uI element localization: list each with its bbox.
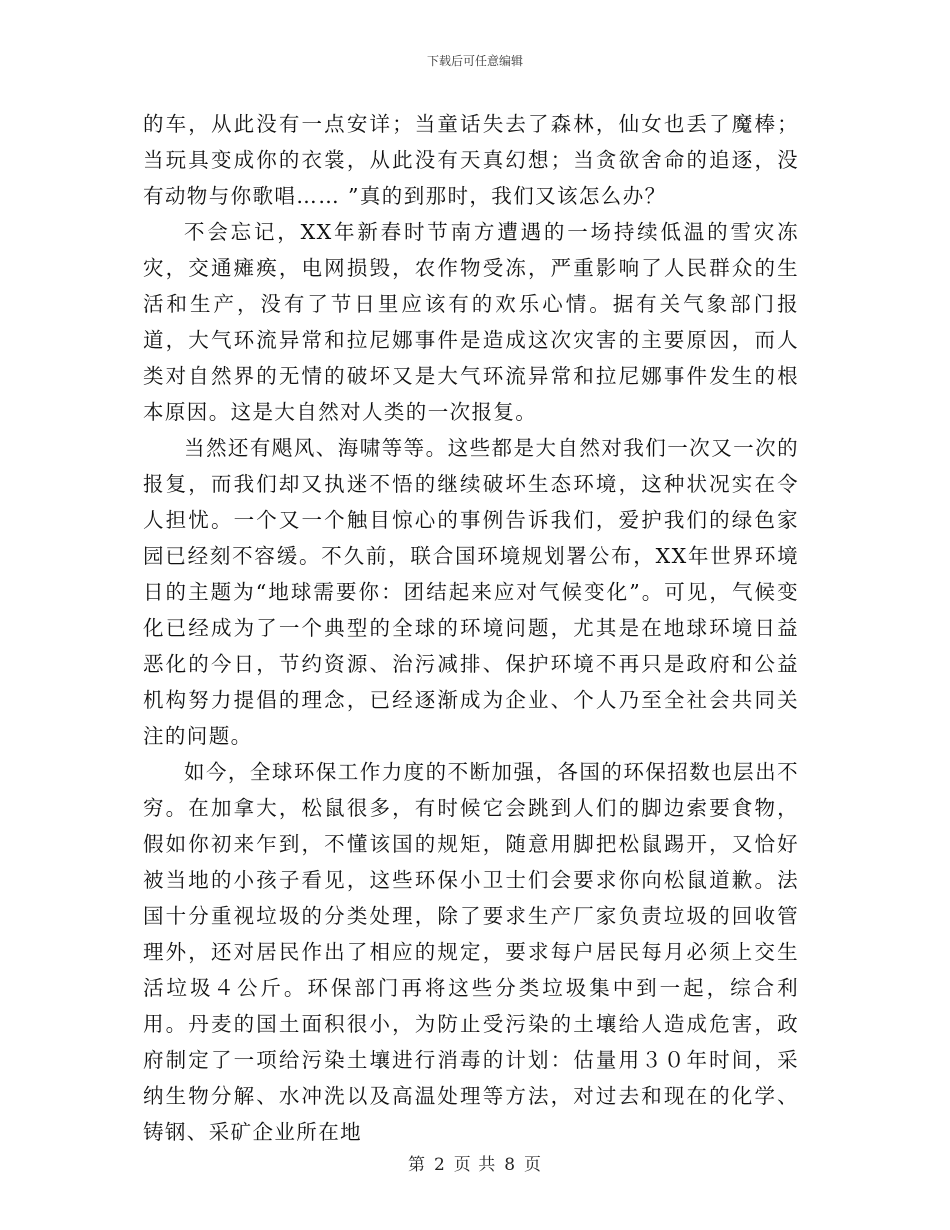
paragraph-2: 不会忘记，XX年新春时节南方遭遇的一场持续低温的雪灾冻灾，交通瘫痪，电网损毁，农作物受冻，严重影响了人民群众的生活和生产，没有了节日里应该有的欢乐心情。据有关气象部门报道，大气环流异常和拉尼娜事件是造成这次灾害的主要原因，而人类对自然界的无情的破坏又是大气环流异常和拉尼娜事件发生的根本原因。这是大自然对人类的一次报复。 [143,220,799,424]
paragraph-3: 当然还有飓风、海啸等等。这些都是大自然对我们一次又一次的报复，而我们却又执迷不悟的继续破坏生态环境，这种状况实在令人担忧。一个又一个触目惊心的事例告诉我们，爱护我们的绿色家园已经刻不容缓。不久前，联合国环境规划署公布，XX年世界环境日的主题为“地球需要你：团结起来应对气候变化”。可见，气候变化已经成为了一个典型的全球的环境问题，尤其是在地球环境日益恶化的今日，节约资源、治污减排、保护环境不再只是政府和公益机构努力提倡的理念，已经逐渐成为企业、个人乃至全社会共同关注的问题。 [143,436,799,748]
page-footer [0,1150,950,1175]
footer-suffix: 页 [524,1155,543,1175]
paragraph-1: 的车，从此没有一点安详；当童话失去了森林，仙女也丢了魔棒；当玩具变成你的衣裳，从此没有天真幻想；当贪欲舍命的追逐，没有动物与你歌唱…… ”真的到那时，我们又该怎么办？ [143,112,799,208]
footer-middle: 页 共 [453,1155,497,1175]
total-page-count: 8 [504,1155,517,1175]
current-page-number: 2 [433,1155,446,1175]
document-body [143,106,799,1150]
footer-prefix: 第 [407,1155,426,1175]
paragraph-4: 如今，全球环保工作力度的不断加强，各国的环保招数也层出不穷。在加拿大，松鼠很多，有时候它会跳到人们的脚边索要食物，假如你初来乍到，不懂该国的规矩，随意用脚把松鼠踢开，又恰好被当地的小孩子看见，这些环保小卫士们会要求你向松鼠道歉。法国十分重视垃圾的分类处理，除了要求生产厂家负责垃圾的回收管理外，还对居民作出了相应的规定，要求每户居民每月必须上交生活垃圾４公斤。环保部门再将这些分类垃圾集中到一起，综合利用。丹麦的国土面积很小，为防止受污染的土壤给人造成危害，政府制定了一项给污染土壤进行消毒的计划：估量用３０年时间，采纳生物分解、水冲洗以及高温处理等方法，对过去和现在的化学、铸钢、采矿企业所在地 [143,760,799,1144]
page-header: 下载后可任意编辑 [426,54,523,68]
